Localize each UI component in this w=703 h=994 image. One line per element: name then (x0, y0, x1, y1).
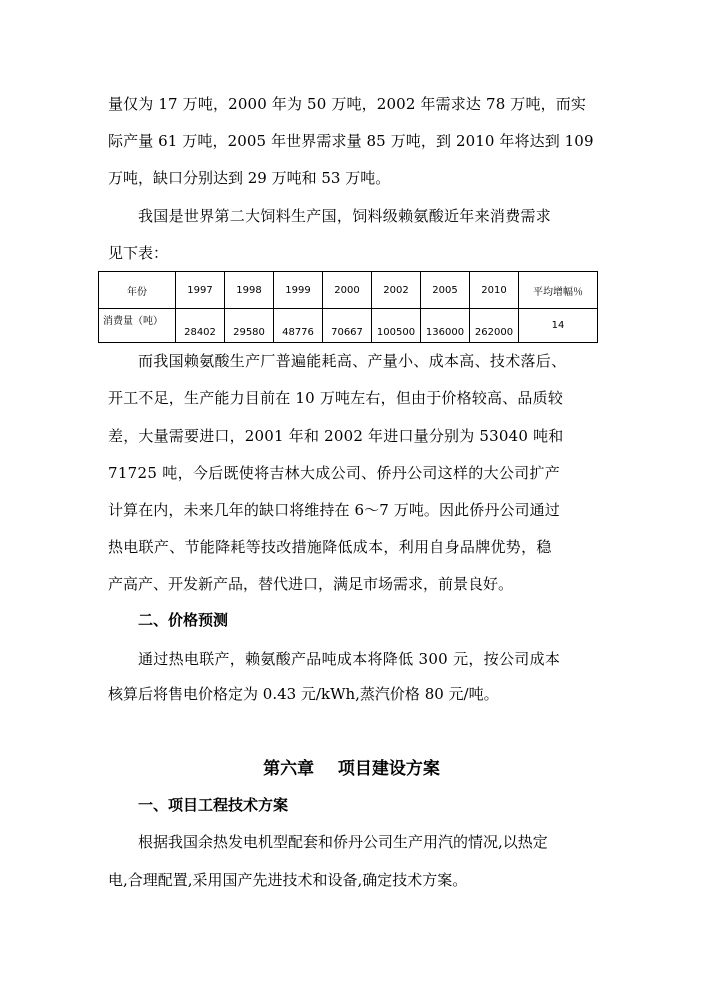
paragraph-line: 热电联产、节能降耗等技改措施降低成本，利用自身品牌优势，稳 (108, 538, 552, 556)
chapter-title: 第六章 项目建设方案 (263, 759, 440, 779)
table-value: 48776 (282, 327, 314, 338)
paragraph-line: 产高产、开发新产品，替代进口，满足市场需求，前景良好。 (108, 575, 514, 593)
paragraph-line: 际产量 61 万吨，2005 年世界需求量 85 万吨，到 2010 年将达到 109 (108, 132, 594, 150)
table-growth-value: 14 (519, 309, 598, 343)
paragraph-line: 量仅为 17 万吨，2000 年为 50 万吨，2002 年需求达 78 万吨，而实 (108, 95, 587, 113)
lysine-consumption-table (98, 271, 598, 343)
paragraph-line: 通过热电联产，赖氨酸产品吨成本将降低 300 元，按公司成本 (138, 650, 561, 668)
table-year-cell: 1997 (176, 272, 225, 309)
paragraph-line: 而我国赖氨酸生产厂普遍能耗高、产量小、成本高、技术落后、 (138, 352, 567, 370)
paragraph-line: 根据我国余热发电机型配套和侨丹公司生产用汽的情况,以热定 (138, 833, 548, 851)
table-year-cell: 1998 (225, 272, 274, 309)
table-value: 100500 (376, 327, 416, 338)
paragraph-line: 核算后将售电价格定为 0.43 元/kWh,蒸汽价格 80 元/吨。 (108, 685, 499, 703)
table-value-cell (372, 309, 421, 343)
paragraph-line: 71725 吨，今后既使将吉林大成公司、侨丹公司这样的大公司扩产 (108, 464, 561, 482)
table-value-cell (421, 309, 470, 343)
table-value-cell (176, 309, 225, 343)
table-value: 70667 (331, 327, 363, 338)
section-heading-technical-plan: 一、项目工程技术方案 (138, 796, 289, 814)
table-value: 136000 (425, 327, 465, 338)
paragraph-line: 见下表： (108, 244, 169, 262)
table-header-label: 年份 (99, 272, 176, 309)
table-year-cell: 2005 (421, 272, 470, 309)
paragraph-line: 电,合理配置,采用国产先进技术和设备,确定技术方案。 (108, 871, 468, 889)
section-heading-price-forecast: 二、价格预测 (138, 611, 229, 629)
table-value: 262000 (474, 327, 514, 338)
table-year-cell: 2010 (470, 272, 519, 309)
table-value: 28402 (184, 327, 216, 338)
table-data-row (99, 309, 598, 343)
table-row-label-cell (99, 309, 176, 343)
table-value-cell (470, 309, 519, 343)
table-year-cell: 2000 (323, 272, 372, 309)
paragraph-line: 万吨，缺口分别达到 29 万吨和 53 万吨。 (108, 169, 391, 187)
table-value-cell (323, 309, 372, 343)
paragraph-line: 我国是世界第二大饲料生产国，饲料级赖氨酸近年来消费需求 (138, 207, 552, 225)
table-value-cell (274, 309, 323, 343)
paragraph-line: 差，大量需要进口，2001 年和 2002 年进口量分别为 53040 吨和 (108, 427, 564, 445)
table-growth-header: 平均增幅％ (519, 272, 598, 309)
paragraph-line: 开工不足，生产能力目前在 10 万吨左右，但由于价格较高、品质较 (108, 389, 564, 407)
paragraph-line: 计算在内，未来几年的缺口将维持在 6～7 万吨。因此侨丹公司通过 (108, 501, 560, 519)
table-value: 29580 (233, 327, 265, 338)
table-value-cell (225, 309, 274, 343)
table-row-label: 消费量（吨） (103, 316, 163, 327)
table-header-row (99, 272, 598, 309)
table-year-cell: 2002 (372, 272, 421, 309)
table-year-cell: 1999 (274, 272, 323, 309)
